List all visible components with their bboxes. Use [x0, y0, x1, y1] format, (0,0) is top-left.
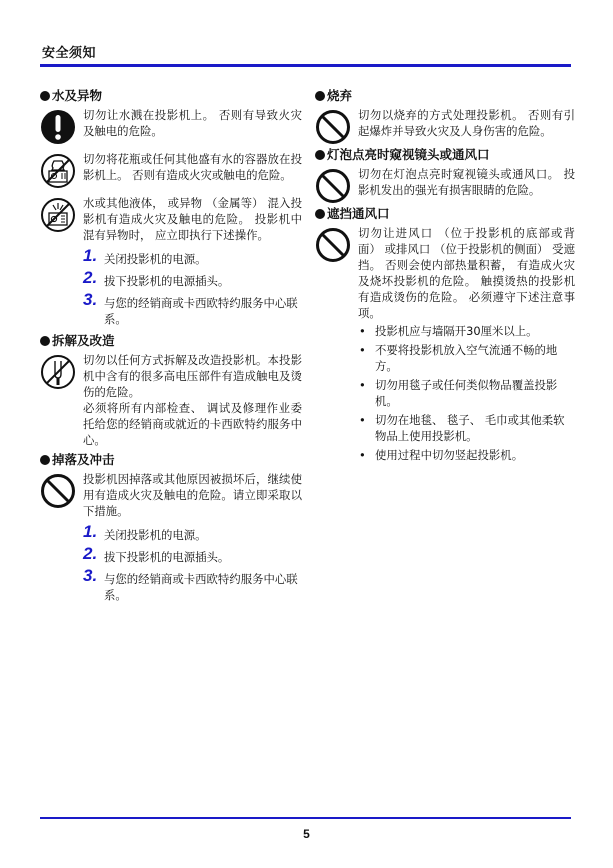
warning-text: 切勿以烧弃的方式处理投影机。 否则有引起爆炸并导致火灾及人身伤害的危险。 [358, 108, 575, 138]
header-rule [40, 64, 571, 67]
mandatory-exclamation-icon [40, 109, 76, 145]
section-heading-disassembly: 拆解及改造 [40, 333, 302, 349]
warning-text: 切勿将花瓶或任何其他盛有水的容器放在投影机上。 否则有造成火灾或触电的危险。 [83, 152, 302, 182]
list-item: 1. 关闭投影机的电源。 [83, 522, 207, 542]
list-item: • 切勿用毯子或任何类似物品覆盖投影机。 [359, 378, 558, 408]
bullet-dot-icon [315, 150, 325, 160]
warning-item [315, 166, 575, 198]
list-item: 3. 与您的经销商或卡西欧特约服务中心联系。 [83, 566, 298, 602]
warning-item [315, 107, 575, 139]
list-item: • 投影机应与墙隔开30厘米以上。 [359, 324, 538, 338]
warning-text: 必须将所有内部检查、 调试及修理作业委托给您的经销商或就近的卡西欧特约服务中心。 [83, 401, 302, 447]
bullet-dot-icon [315, 209, 325, 219]
list-item: 1. 关闭投影机的电源。 [83, 246, 207, 266]
no-vase-on-projector-icon [40, 153, 76, 189]
section-heading-water: 水及异物 [40, 88, 302, 104]
prohibited-icon [315, 168, 351, 204]
list-item: 2. 拔下投影机的电源插头。 [83, 544, 230, 564]
prohibited-icon [315, 109, 351, 145]
list-item: • 不要将投影机放入空气流通不畅的地方。 [359, 343, 558, 373]
warning-text: 水或其他液体， 或异物 （金属等） 混入投影机有造成火灾及触电的危险。 投影机中混有异物时， 应立即执行下述操作。 [83, 196, 302, 242]
warning-text: 切勿让水溅在投影机上。 否则有导致火灾及触电的危险。 [83, 108, 302, 138]
bullet-dot-icon: • [359, 413, 366, 427]
bullet-dot-icon [315, 91, 325, 101]
warning-text: 切勿在灯泡点亮时窥视镜头或通风口。 投影机发出的强光有损害眼睛的危险。 [358, 167, 575, 197]
prohibited-icon [40, 473, 76, 509]
steps-list [83, 522, 302, 603]
section-heading-burning: 烧弃 [315, 88, 575, 104]
right-column [315, 88, 575, 466]
list-item: • 使用过程中切勿竖起投影机。 [359, 448, 524, 462]
warning-item [315, 225, 575, 321]
prohibited-icon [315, 227, 351, 263]
bullet-dot-icon: • [359, 378, 366, 392]
warning-item [40, 471, 302, 519]
warning-text: 切勿让进风口 （位于投影机的底部或背面） 或排风口 （位于投影机的侧面） 受遮挡。 否则会使内部热量积蓄， 有造成火灾及烧坏投影机的危险。 触摸烫热的投影机有造成烫伤的危险。 必须遵守下述注意事项。 [358, 226, 575, 320]
warning-text: 投影机因掉落或其他原因被损坏后，继续使用有造成火灾及触电的危险。请立即采取以下措施。 [83, 472, 302, 518]
bullet-dot-icon [40, 336, 50, 346]
steps-list [83, 246, 302, 327]
warning-item [40, 195, 302, 243]
section-heading-vents: 遮挡通风口 [315, 206, 575, 222]
bullet-dot-icon: • [359, 324, 366, 338]
bullet-dot-icon: • [359, 448, 366, 462]
bullet-dot-icon: • [359, 343, 366, 357]
bullet-dot-icon [40, 455, 50, 465]
section-heading-lens: 灯泡点亮时窥视镜头或通风口 [315, 147, 575, 163]
warning-item [40, 352, 302, 448]
warning-text: 切勿以任何方式拆解及改造投影机。本投影机中含有的很多高电压部件有造成触电及烫伤的危险。 [83, 353, 302, 399]
list-item: 2. 拔下投影机的电源插头。 [83, 268, 230, 288]
footer-rule [40, 817, 571, 819]
no-liquid-foreign-objects-icon [40, 197, 76, 233]
left-column [40, 88, 302, 609]
warning-item [40, 151, 302, 183]
warning-item [40, 107, 302, 139]
list-item: • 切勿在地毯、 毯子、 毛巾或其他柔软物品上使用投影机。 [359, 413, 565, 443]
page-number: 5 [303, 827, 310, 841]
page-title: 安全须知 [42, 46, 97, 61]
bullet-dot-icon [40, 91, 50, 101]
section-heading-impact: 掉落及冲击 [40, 452, 302, 468]
no-disassembly-icon [40, 354, 76, 390]
list-item: 3. 与您的经销商或卡西欧特约服务中心联系。 [83, 290, 298, 326]
precautions-list [358, 323, 575, 463]
